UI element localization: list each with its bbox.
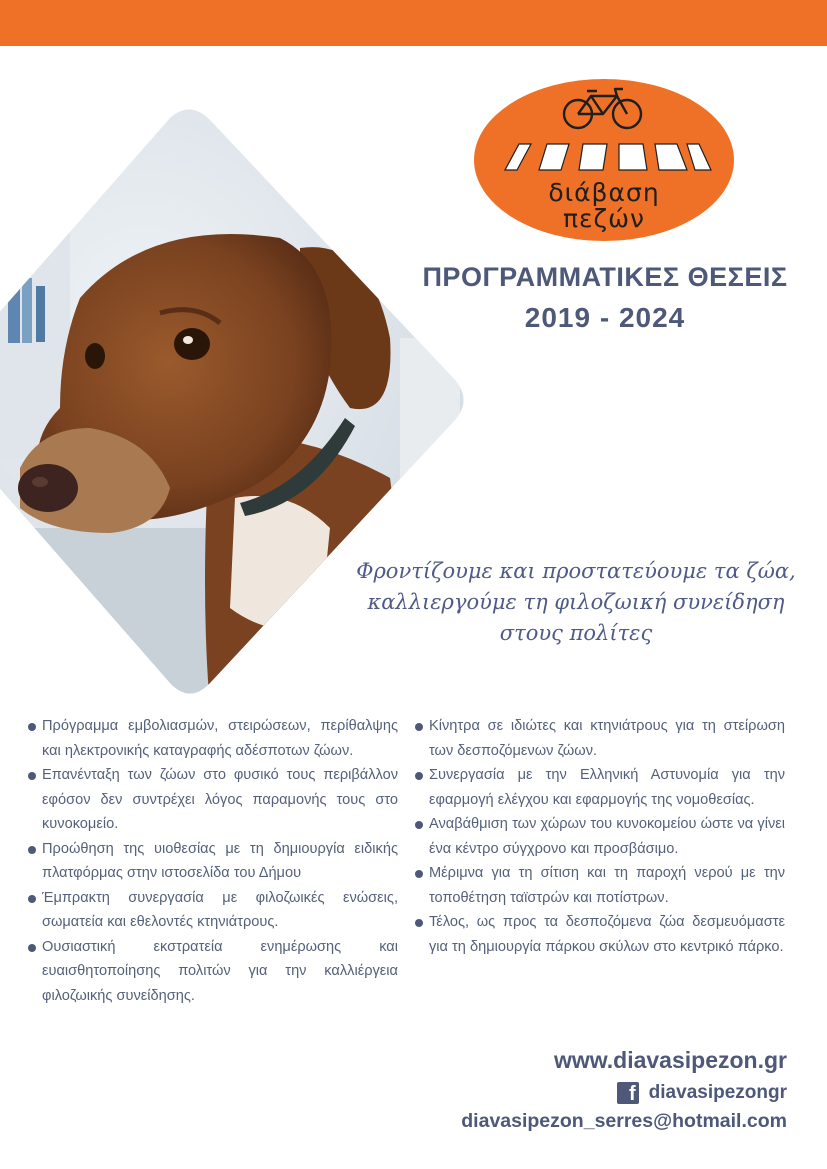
- bullet-icon: [415, 919, 423, 927]
- bullet-icon: [415, 723, 423, 731]
- list-item: Ουσιαστική εκστρατεία ενημέρωσης και ευαισθητοποίησης πολιτών για την καλλιέργεια φιλοζωικής συνείδησης.: [28, 935, 398, 1009]
- website-link[interactable]: www.diavasipezon.gr: [553, 1047, 787, 1073]
- list-item: Συνεργασία με την Ελληνική Αστυνομία για την εφαρμογή ελέγχου και εφαρμογής της νομοθεσίας.: [415, 763, 785, 812]
- page-title: ΠΡΟΓΡΑΜΜΑΤΙΚΕΣ ΘΕΣΕΙΣ: [422, 262, 788, 292]
- slogan-line-1: Φροντίζουμε και προστατεύουμε τα ζώα,: [356, 559, 796, 583]
- facebook-link[interactable]: [617, 1082, 787, 1104]
- list-item: Επανένταξη των ζώων στο φυσικό τους περιβάλλον εφόσον δεν συντρέχει λόγος παραμονής τους στο κυνοκομείο.: [28, 763, 398, 837]
- facebook-handle: diavasipezongr: [648, 1082, 787, 1103]
- bullet-icon: [415, 821, 423, 829]
- bullet-icon: [415, 870, 423, 878]
- bullet-icon: [28, 723, 36, 731]
- list-item: Έμπρακτη συνεργασία με φιλοζωικές ενώσεις, σωματεία και εθελοντές κτηνιάτρους.: [28, 886, 398, 935]
- bullet-icon: [28, 944, 36, 952]
- email-link[interactable]: diavasipezon_serres@hotmail.com: [461, 1110, 787, 1132]
- bullet-icon: [28, 846, 36, 854]
- top-accent-bar: [0, 0, 827, 46]
- list-item: Τέλος, ως προς τα δεσποζόμενα ζώα δεσμευόμαστε για τη δημιουργία πάρκου σκύλων στο κεντρικό πάρκο.: [415, 910, 785, 959]
- bullet-icon: [415, 772, 423, 780]
- logo-text-line2: πεζών: [562, 204, 646, 233]
- list-item: Πρόγραμμα εμβολιασμών, στειρώσεων, περίθαλψης και ηλεκτρονικής καταγραφής αδέσποτων ζώων.: [28, 714, 398, 763]
- page-subtitle-years: 2019 - 2024: [524, 302, 686, 333]
- slogan-line-3: στους πολίτες: [499, 621, 653, 645]
- list-item: Μέριμνα για τη σίτιση και τη παροχή νερού με την τοποθέτηση ταϊστρών και ποτίστρων.: [415, 861, 785, 910]
- list-item: Αναβάθμιση των χώρων του κυνοκομείου ώστε να γίνει ένα κέντρο σύγχρονο και προσβάσιμο.: [415, 812, 785, 861]
- bicycle-icon: [561, 86, 645, 132]
- facebook-icon: f: [617, 1082, 639, 1104]
- slogan-line-2: καλλιεργούμε τη φιλοζωική συνείδηση: [367, 590, 785, 614]
- positions-list-right: [415, 714, 785, 959]
- bullet-icon: [28, 895, 36, 903]
- slogan: [352, 556, 800, 649]
- organization-logo: [473, 78, 735, 242]
- bullet-icon: [28, 772, 36, 780]
- positions-list-left: [28, 714, 398, 1008]
- list-item: Κίνητρα σε ιδιώτες και κτηνιάτρους για τη στείρωση των δεσποζόμενων ζώων.: [415, 714, 785, 763]
- list-item: Προώθηση της υιοθεσίας με τη δημιουργία ειδικής πλατφόρμας στην ιστοσελίδα του Δήμου: [28, 837, 398, 886]
- logo-text-line1: διάβαση: [548, 178, 660, 207]
